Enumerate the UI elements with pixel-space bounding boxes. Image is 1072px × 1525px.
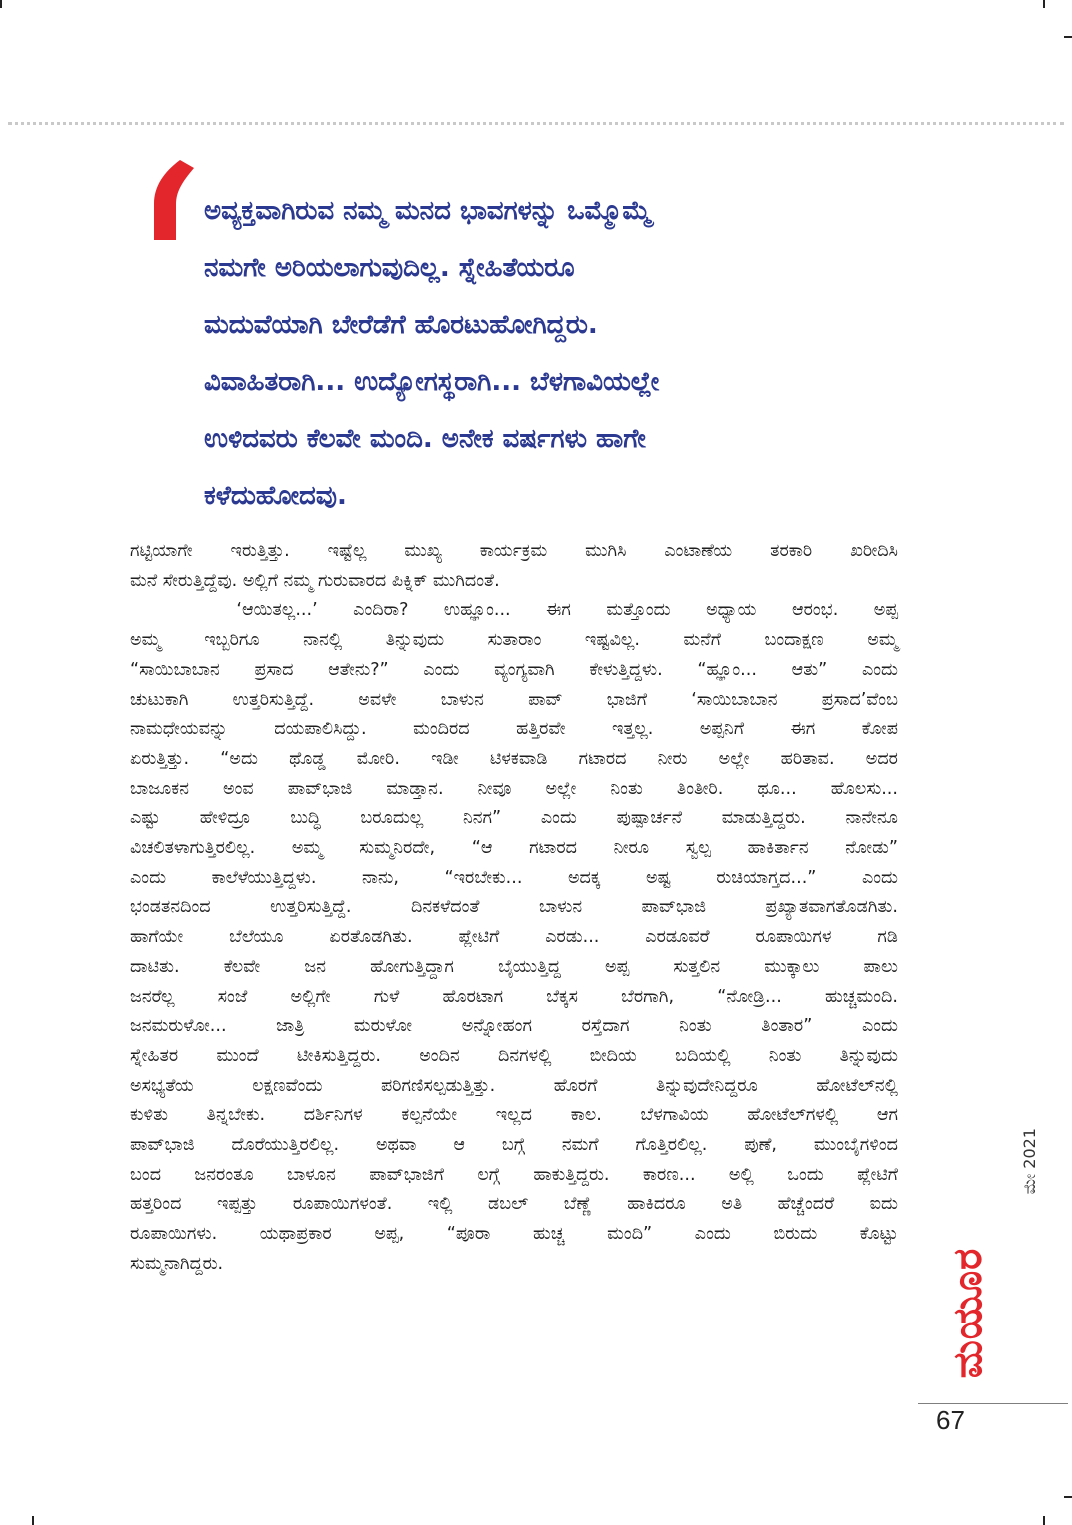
body-line: ಬಂದ ಜನರಂತೂ ಬಾಳೂನ ಪಾವ್‌ಭಾಜಿಗೆ ಲಗ್ಗೆ ಹಾಕುತ್ತಿದ್ದರು. ಕಾರಣ... ಅಲ್ಲಿ ಒಂದು ಪ್ಲೇಟಿಗೆ [130, 1164, 898, 1185]
body-line: ಎಂದು ಕಾಲೆಳೆಯುತ್ತಿದ್ದಳು. ನಾನು, “ಇರಬೇಕು... ಅದಕ್ಕ ಅಷ್ಟ ರುಚಿಯಾಗ್ತದ...” ಎಂದು [130, 867, 898, 888]
crop-mark-bottom-right [1043, 1516, 1045, 1525]
body-line: ನಾಮಧೇಯವನ್ನು ದಯಪಾಲಿಸಿದ್ದು. ಮಂದಿರದ ಹತ್ತಿರವೇ ಇತ್ತಲ್ಲ. ಅಪ್ಪನಿಗೆ ಈಗ ಕೋಪ [130, 719, 898, 740]
body-line: ಅಮ್ಮ ಇಬ್ಬರಿಗೂ ನಾನಲ್ಲಿ ತಿನ್ನುವುದು ಸುತಾರಾಂ ಇಷ್ಟವಿಲ್ಲ. ಮನೆಗೆ ಬಂದಾಕ್ಷಣ ಅಮ್ಮ [130, 630, 898, 651]
body-line: ಹತ್ತರಿಂದ ಇಪ್ಪತ್ತು ರೂಪಾಯಿಗಳಂತೆ. ಇಲ್ಲಿ ಡಬಲ್ ಬೆಣ್ಣೆ ಹಾಕಿದರೂ ಅತಿ ಹೆಚ್ಚೆಂದರೆ ಐದು [130, 1194, 898, 1215]
body-line: ಅಸಭ್ಯತೆಯ ಲಕ್ಷಣವೆಂದು ಪರಿಗಣಿಸಲ್ಪಡುತ್ತಿತ್ತು. ಹೊರಗೆ ತಿನ್ನುವುದೇನಿದ್ದರೂ ಹೋಟೆಲ್‌ನಲ್ಲಿ [130, 1075, 898, 1096]
top-dotted-divider [8, 122, 1064, 125]
body-line: “ಸಾಯಿಬಾಬಾನ ಪ್ರಸಾದ ಆತೇನು?” ಎಂದು ವ್ಯಂಗ್ಯವಾಗಿ ಕೇಳುತ್ತಿದ್ದಳು. “ಹ್ಞೂಂ... ಆತು” ಎಂದು [130, 659, 898, 680]
body-line: ರೂಪಾಯಿಗಳು. ಯಥಾಪ್ರಕಾರ ಅಪ್ಪ, “ಪೂರಾ ಹುಚ್ಚ ಮಂದಿ” ಎಂದು ಬಿರುದು ಕೊಟ್ಟು [130, 1224, 898, 1245]
crop-mark-top-right [1043, 0, 1045, 8]
body-line: ‘ಆಯಿತಲ್ಲ...’ ಎಂದಿರಾ? ಉಹ್ಞೂಂ... ಈಗ ಮತ್ತೊಂದು ಅಧ್ಯಾಯ ಆರಂಭ. ಅಪ್ಪ [130, 600, 898, 621]
pull-quote-line: ಮದುವೆಯಾಗಿ ಬೇರೆಡೆಗೆ ಹೊರಟುಹೋಗಿದ್ದರು. [204, 310, 598, 340]
magazine-brand-logo: ಮಯೂರ [945, 1247, 991, 1379]
quote-mark-icon [152, 160, 196, 240]
pull-quote-line: ಅವ್ಯಕ್ತವಾಗಿರುವ ನಮ್ಮ ಮನದ ಭಾವಗಳನ್ನು ಒಮ್ಮೊಮ್ಮೆ [204, 196, 652, 226]
pull-quote [204, 183, 854, 525]
pull-quote-line: ನಮಗೇ ಅರಿಯಲಾಗುವುದಿಲ್ಲ. ಸ್ನೇಹಿತೆಯರೂ [204, 253, 575, 283]
body-line: ಏರುತ್ತಿತ್ತು. “ಅದು ಥೊಡ್ಡ ಮೋರಿ. ಇಡೀ ಟಿಳಕವಾಡಿ ಗಟಾರದ ನೀರು ಅಲ್ಲೇ ಹರಿತಾವ. ಅದರ [130, 748, 898, 769]
body-line: ವಿಚಲಿತಳಾಗುತ್ತಿರಲಿಲ್ಲ. ಅಮ್ಮ ಸುಮ್ಮನಿರದೇ, “ಆ ಗಟಾರದ ನೀರೂ ಸ್ವಲ್ಪ ಹಾಕಿರ್ತಾನ ನೋಡು” [130, 838, 898, 859]
crop-mark-top-left [0, 0, 2, 8]
crop-mark-right-upper [1064, 36, 1072, 38]
body-line: ಜನಮರುಳೋ... ಜಾತ್ರಿ ಮರುಳೋ ಅನ್ನೋಹಂಗ ರಸ್ತೆದಾಗ ನಿಂತು ತಿಂತಾರ” ಎಂದು [130, 1016, 898, 1037]
body-line: ಜನರೆಲ್ಲ ಸಂಜೆ ಅಲ್ಲಿಗೇ ಗುಳೆ ಹೊರಟಾಗ ಬೆಕ್ಕಸ ಬೆರಗಾಗಿ, “ನೋಡ್ರಿ... ಹುಚ್ಚಮಂದಿ. [130, 986, 898, 1007]
body-line: ಕುಳಿತು ತಿನ್ನಬೇಕು. ದರ್ಶಿನಿಗಳ ಕಲ್ಪನೆಯೇ ಇಲ್ಲದ ಕಾಲ. ಬೆಳಗಾವಿಯ ಹೋಟೆಲ್‌ಗಳಲ್ಲಿ ಆಗ [130, 1105, 898, 1126]
body-line: ಸುಮ್ಮನಾಗಿದ್ದರು. [130, 1253, 224, 1274]
body-line: ಗಟ್ಟಿಯಾಗೇ ಇರುತ್ತಿತ್ತು. ಇಷ್ಟೆಲ್ಲ ಮುಖ್ಯ ಕಾರ್ಯಕ್ರಮ ಮುಗಿಸಿ ಎಂಟಾಣೆಯ ತರಕಾರಿ ಖರೀದಿಸಿ [130, 541, 898, 561]
pull-quote-line: ವಿವಾಹಿತರಾಗಿ... ಉದ್ಯೋಗಸ್ಥರಾಗಿ... ಬೆಳಗಾವಿಯಲ್ಲೇ [204, 367, 660, 397]
body-line: ಪಾವ್‌ಭಾಜಿ ದೊರೆಯುತ್ತಿರಲಿಲ್ಲ. ಅಥವಾ ಆ ಬಗ್ಗೆ ನಮಗೆ ಗೊತ್ತಿರಲಿಲ್ಲ. ಪುಣೆ, ಮುಂಬೈಗಳಿಂದ [130, 1135, 898, 1156]
body-line: ಹಾಗೆಯೇ ಬೆಲೆಯೂ ಏರತೊಡಗಿತು. ಪ್ಲೇಟಿಗೆ ಎರಡು... ಎರಡೂವರೆ ರೂಪಾಯಿಗಳ ಗಡಿ [130, 927, 898, 948]
crop-mark-right-lower [1064, 1496, 1072, 1498]
body-line: ಮನೆ ಸೇರುತ್ತಿದ್ದೆವು. ಅಲ್ಲಿಗೆ ನಮ್ಮ ಗುರುವಾರದ ಪಿಕ್ನಿಕ್ ಮುಗಿದಂತೆ. [130, 570, 500, 591]
issue-date: ಮೇ 2021 [1020, 1128, 1039, 1195]
body-line: ಚುಟುಕಾಗಿ ಉತ್ತರಿಸುತ್ತಿದ್ದೆ. ಅವಳೇ ಬಾಳುನ ಪಾವ್ ಭಾಜಿಗೆ ‘ಸಾಯಿಬಾಬಾನ ಪ್ರಸಾದ’ವೆಂಬ [130, 689, 898, 710]
body-line: ಎಷ್ಟು ಹೇಳಿದ್ರೂ ಬುದ್ಧಿ ಬರೂದುಲ್ಲ ನಿನಗ” ಎಂದು ಪುಷ್ಪಾರ್ಚನೆ ಮಾಡುತ್ತಿದ್ದರು. ನಾನೇನೂ [130, 808, 898, 829]
article-body [130, 537, 898, 1280]
page-number-rule [918, 1403, 1068, 1404]
body-line: ಭಂಡತನದಿಂದ ಉತ್ತರಿಸುತ್ತಿದ್ದೆ. ದಿನಕಳೆದಂತೆ ಬಾಳುನ ಪಾವ್‌ಭಾಜಿ ಪ್ರಖ್ಯಾತವಾಗತೊಡಗಿತು. [130, 897, 898, 918]
body-line: ಸ್ನೇಹಿತರ ಮುಂದೆ ಟೀಕಿಸುತ್ತಿದ್ದರು. ಅಂದಿನ ದಿನಗಳಲ್ಲಿ ಬೀದಿಯ ಬದಿಯಲ್ಲಿ ನಿಂತು ತಿನ್ನುವುದು [130, 1045, 898, 1066]
body-line: ದಾಟಿತು. ಕೆಲವೇ ಜನ ಹೋಗುತ್ತಿದ್ದಾಗ ಬೈಯುತ್ತಿದ್ದ ಅಪ್ಪ ಸುತ್ತಲಿನ ಮುಕ್ಕಾಲು ಪಾಲು [130, 956, 898, 977]
pull-quote-line: ಕಳೆದುಹೋದವು. [204, 481, 347, 511]
crop-mark-bottom-left [32, 1516, 34, 1525]
pull-quote-line: ಉಳಿದವರು ಕೆಲವೇ ಮಂದಿ. ಅನೇಕ ವರ್ಷಗಳು ಹಾಗೇ [204, 424, 646, 454]
body-line: ಬಾಜೂಕನ ಅಂವ ಪಾವ್‌ಭಾಜಿ ಮಾಡ್ತಾನ. ನೀವೂ ಅಲ್ಲೇ ನಿಂತು ತಿಂತೀರಿ. ಥೂ... ಹೊಲಸು... [130, 778, 898, 799]
page-number: 67 [936, 1405, 965, 1435]
